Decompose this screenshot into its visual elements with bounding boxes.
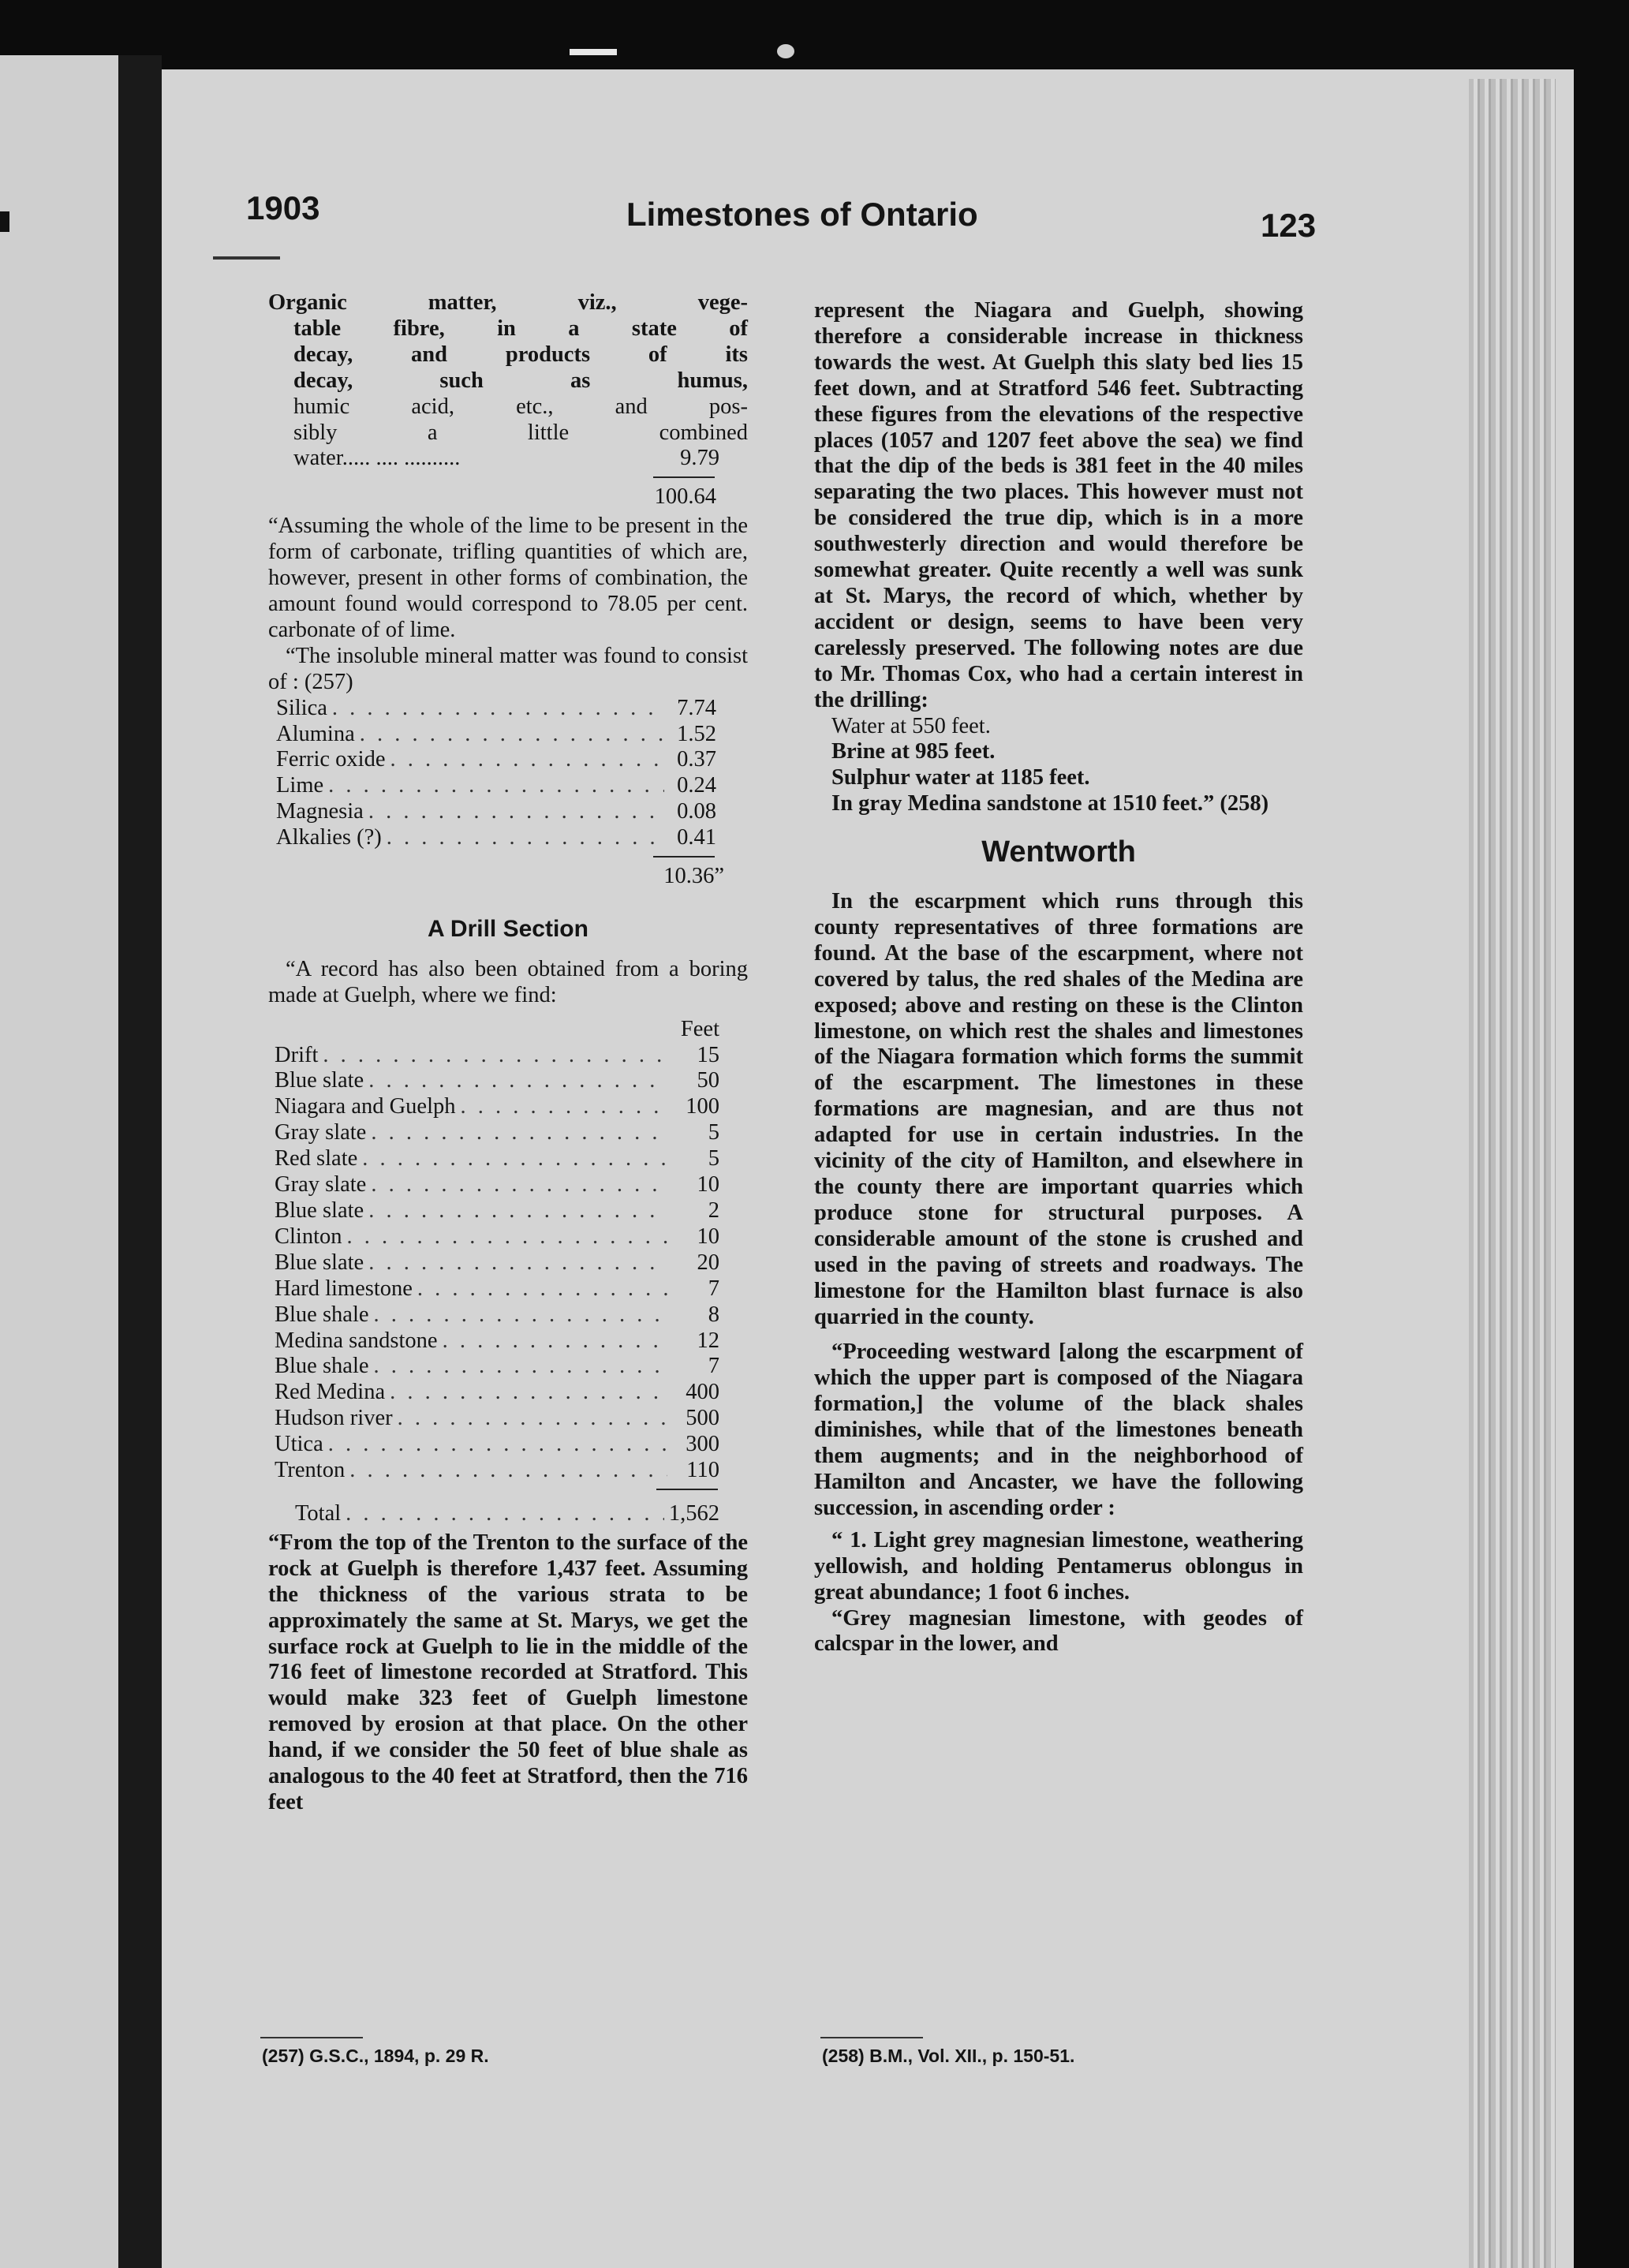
table-row	[275, 1068, 719, 1094]
scan-speck	[570, 49, 617, 55]
organic-line: Organic matter, viz., vege-	[268, 290, 748, 315]
table-row	[276, 825, 716, 851]
organic-water-row	[268, 446, 748, 472]
table-cell-name: Alumina	[276, 721, 355, 746]
table-row	[276, 696, 716, 722]
paragraph-from-top: “From the top of the Trenton to the surface of the rock at Guelph is therefore 1,437 feet. Assuming the thickness of the various strata to be approximately the same at St. Marys, we get the surface rock at Guelph to lie in the middle of the 716 feet of limestone recorded at Stratford. This would make 323 feet of Guelph limestone removed by erosion at that place. On the other hand, if we consider the 50 feet of blue shale as analogous to the 40 feet at Stratford, then the 716 feet	[268, 1530, 748, 1814]
paragraph-insoluble: “The insoluble mineral matter was found to consist of : (257)	[268, 643, 748, 694]
sum-rule	[653, 476, 715, 478]
table-cell-value: 20	[697, 1250, 719, 1275]
table-cell-name: Blue shale	[275, 1302, 369, 1327]
table-cell-value: 15	[697, 1042, 719, 1067]
paragraph-represent: represent the Niagara and Guelph, showing therefore a considerable increase in thickness towards the west. At Guelph this slaty bed lies 15 feet down, and at Stratford 546 feet. Subtracting these figures from the elevations of the respective places (1057 and 1207 feet above the sea) we find that the dip of the beds is 381 feet in the 40 miles separating the two places. This however must not be considered the true dip, which is in a more southwesterly direction and would therefore be somewhat greater. Quite recently a well was sunk at St. Marys, the record of which, whether by accident or design, seems to have been very carelessly preserved. The following notes are due to Mr. Thomas Cox, who had a certain interest in the drilling:	[814, 298, 1303, 712]
right-column	[814, 298, 1303, 1657]
organic-total: 100.64	[654, 484, 716, 510]
table-cell-name: Hard limestone	[275, 1276, 413, 1301]
table-cell-name: Niagara and Guelph	[275, 1094, 456, 1119]
table-cell-name: Red Medina	[275, 1380, 386, 1405]
header-year: 1903	[246, 189, 320, 226]
table-cell-value: 12	[697, 1328, 719, 1353]
table-cell-name: Gray slate	[275, 1172, 367, 1198]
table-cell-name: Lime	[276, 773, 324, 798]
table-cell-value: 8	[708, 1302, 719, 1327]
table-cell-name: Utica	[275, 1432, 323, 1457]
table-cell-value: 50	[697, 1068, 719, 1093]
table-cell-value: 0.37	[677, 747, 716, 772]
table-cell-name: Silica	[276, 695, 327, 720]
table-cell-value: 5	[708, 1120, 719, 1145]
table-cell-value: 110	[686, 1458, 719, 1483]
table-cell-value: 7	[708, 1276, 719, 1301]
table-row	[276, 722, 716, 748]
footnote-rule	[820, 2037, 923, 2038]
page-edges	[1469, 79, 1556, 2268]
table-cell-value: 0.08	[677, 799, 716, 824]
footnote-258: (258) B.M., Vol. XII., p. 150-51.	[822, 2046, 1075, 2066]
insoluble-total: 10.36”	[663, 864, 724, 889]
sum-rule	[653, 856, 715, 858]
table-cell-name: Trenton	[275, 1458, 346, 1483]
table-cell-value: 2	[708, 1198, 719, 1223]
organic-line: table fibre, in a state of	[293, 316, 748, 341]
table-cell-name: Blue shale	[275, 1354, 369, 1379]
paragraph-record: “A record has also been obtained from a boring made at Guelph, where we find:	[268, 956, 748, 1007]
table-cell-name: Drift	[275, 1042, 319, 1067]
table-row	[275, 1406, 719, 1432]
table-cell-value: 10	[697, 1172, 719, 1198]
section-heading-wentworth: Wentworth	[981, 835, 1136, 869]
paragraph-light-grey: “ 1. Light grey magnesian limestone, weathering yellowish, and holding Pentamerus oblongus in great abundance; 1 foot 6 inches.	[814, 1527, 1303, 1605]
drill-table	[268, 1043, 748, 1484]
table-row	[275, 1328, 719, 1354]
sum-rule	[656, 1489, 718, 1490]
paragraph-proceeding: “Proceeding westward [along the escarpment of which the upper part is composed of the Niagara formation,] the volume of the black shales diminishes, while that of the limestones beneath them augments; and in the neighborhood of Hamilton and Ancaster, we have the following succession, in ascending order :	[814, 1340, 1303, 1520]
note-line: Water at 550 feet.	[831, 713, 991, 738]
organic-water-label: water..... .... ..........	[293, 446, 461, 471]
table-cell-value: 400	[686, 1380, 719, 1405]
table-cell-value: 0.41	[677, 825, 716, 850]
table-cell-value: 100	[686, 1094, 719, 1119]
table-row	[275, 1172, 719, 1198]
section-heading-drill: A Drill Section	[428, 915, 588, 942]
table-row	[275, 1250, 719, 1276]
page-number: 123	[1261, 207, 1317, 244]
table-row	[275, 1432, 719, 1458]
paragraph-escarpment: In the escarpment which runs through this county representatives of three formations are found. At the base of the escarpment, where not covered by talus, the red shales of the Medina are exposed; above and resting on these is the Clinton limestone, on which rest the shales and limestones of the Niagara formation which forms the summit of the escarpment. The limestones in these formations are magnesian, and are thus not adapted for use in certain industries. In the vicinity of the city of Hamilton, and elsewhere in the county there are important quarries which produce stone for structural purposes. A considerable amount of the stone is crushed and used in the paving of streets and roadways. The limestone for the Hamilton blast furnace is also quarried in the county.	[814, 889, 1303, 1329]
footnote-rule	[260, 2037, 363, 2038]
table-row	[275, 1146, 719, 1172]
table-cell-name: Blue slate	[275, 1250, 364, 1275]
organic-line: sibly a little combined	[293, 420, 748, 445]
table-row	[275, 1458, 719, 1484]
table-row	[276, 799, 716, 825]
insoluble-table	[268, 696, 748, 851]
table-row	[275, 1224, 719, 1250]
table-row	[275, 1354, 719, 1380]
table-cell-value: 5	[708, 1146, 719, 1171]
table-cell-value: 7	[708, 1354, 719, 1379]
table-cell-name: Blue slate	[275, 1068, 364, 1093]
organic-line: humic acid, etc., and pos-	[293, 394, 748, 419]
book-gutter	[118, 55, 162, 2268]
table-cell-name: Clinton	[275, 1224, 342, 1249]
table-cell-value: 500	[686, 1406, 719, 1431]
table-row	[275, 1043, 719, 1069]
table-cell-value: 7.74	[677, 695, 716, 720]
note-line: Sulphur water at 1185 feet.	[831, 765, 1090, 790]
table-cell-value: 10	[697, 1224, 719, 1249]
paragraph-assuming: “Assuming the whole of the lime to be present in the form of carbonate, trifling quantities of which are, however, present in other forms of combination, the amount found would correspond to 78.05 per cent. carbonate of of lime.	[268, 514, 748, 642]
table-row	[276, 773, 716, 799]
table-cell-value: 0.24	[677, 773, 716, 798]
table-row	[275, 1094, 719, 1120]
footnote-257: (257) G.S.C., 1894, p. 29 R.	[262, 2046, 489, 2066]
table-cell-name: Blue slate	[275, 1198, 364, 1223]
table-cell-name: Gray slate	[275, 1120, 367, 1145]
table-cell-name: Medina sandstone	[275, 1328, 438, 1353]
table-cell-value: 1.52	[677, 721, 716, 746]
organic-line: decay, such as humus,	[293, 368, 748, 393]
table-row	[276, 747, 716, 773]
scan-speck	[777, 44, 794, 58]
total-value: 1,562	[668, 1500, 719, 1526]
organic-water-value: 9.79	[680, 446, 719, 471]
table-row	[275, 1120, 719, 1146]
table-row	[275, 1302, 719, 1328]
note-line: In gray Medina sandstone at 1510 feet.” (258)	[831, 791, 1269, 816]
table-cell-name: Hudson river	[275, 1406, 393, 1431]
table-cell-name: Red slate	[275, 1146, 358, 1171]
running-title: Limestones of Ontario	[626, 196, 978, 233]
table-cell-name: Magnesia	[276, 799, 364, 824]
table-cell-value: 300	[686, 1432, 719, 1457]
left-column	[268, 290, 748, 1816]
adjacent-page-sliver	[0, 55, 118, 2268]
table-row	[275, 1276, 719, 1302]
table-cell-name: Alkalies (?)	[276, 825, 382, 850]
table-row	[275, 1380, 719, 1406]
header-rule	[213, 256, 280, 260]
organic-line: decay, and products of its	[293, 342, 748, 367]
adjacent-page-mark	[0, 211, 9, 232]
drill-total-row	[268, 1501, 748, 1527]
note-line: Brine at 985 feet.	[831, 739, 996, 764]
feet-column-header: Feet	[680, 1016, 719, 1041]
paragraph-grey: “Grey magnesian limestone, with geodes of calcspar in the lower, and	[814, 1605, 1303, 1657]
total-label: Total	[295, 1500, 342, 1526]
table-row	[275, 1198, 719, 1224]
table-cell-name: Ferric oxide	[276, 747, 386, 772]
